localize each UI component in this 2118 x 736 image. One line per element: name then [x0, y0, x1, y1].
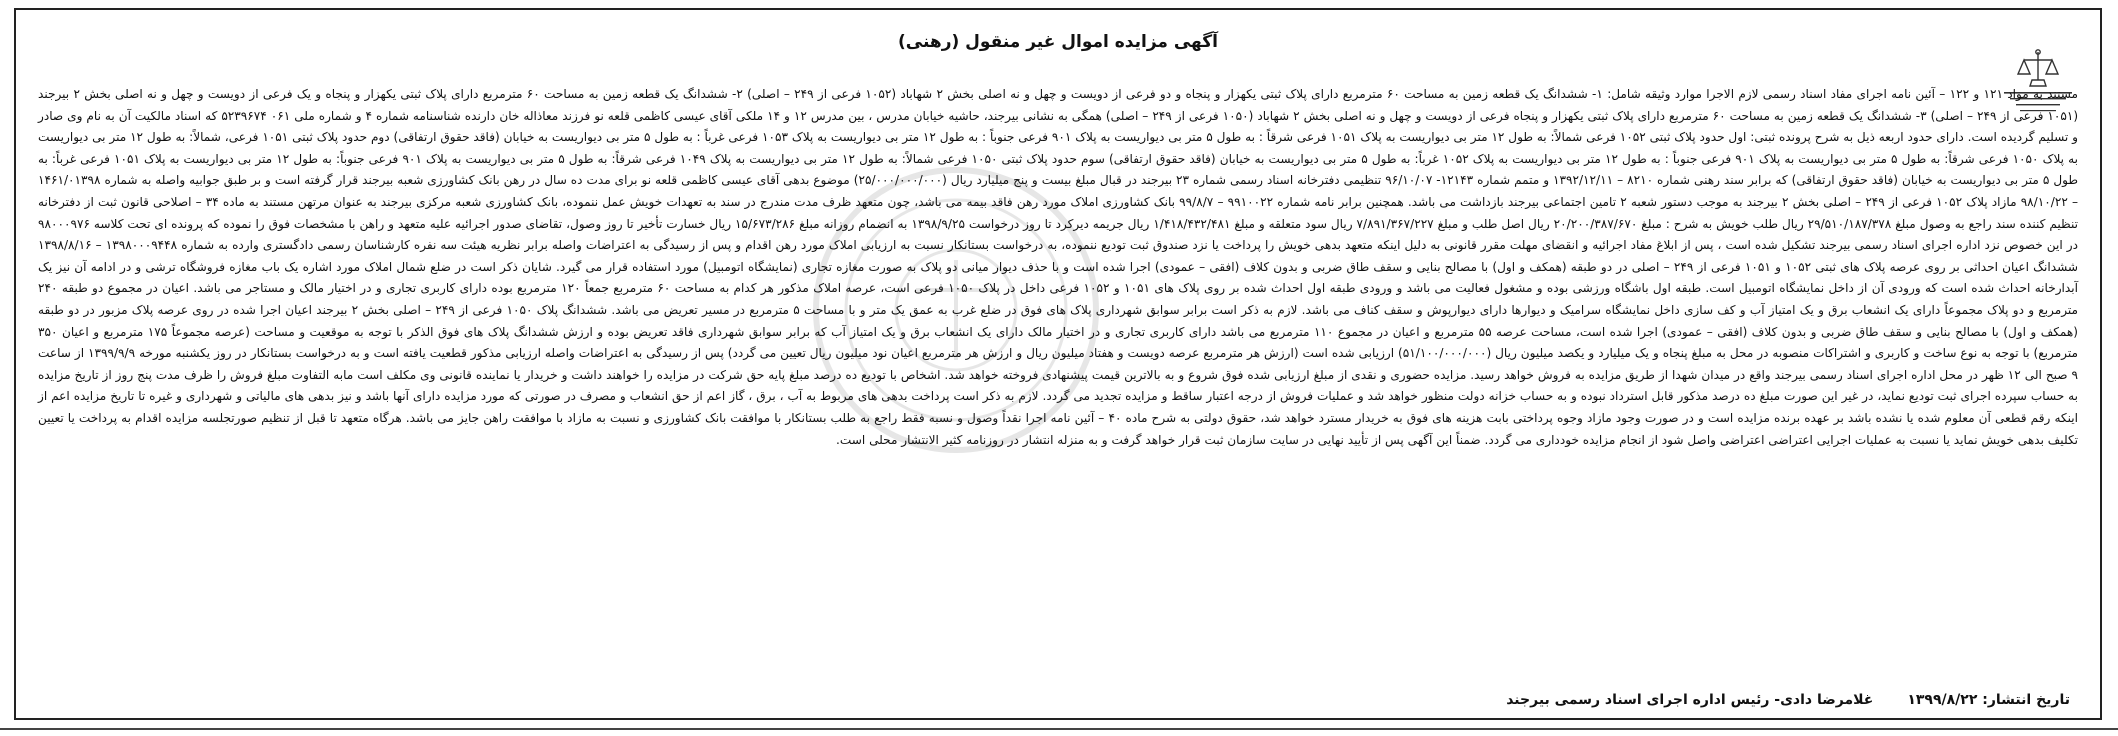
- notice-paragraph: مستند به مواد ۱۲۱ و ۱۲۲ – آئین نامه اجرای مفاد اسناد رسمی لازم الاجرا موارد وثیقه شامل: ۱- ششدانگ یک قطعه زمین به مساحت ۶۰ مترمربع دارای پلاک ثبتی یکهزار و پنجاه و دو فرعی از دویست و چهل و نه اصلی بخش ۲ شهاباد (۱۰۵۲ فرعی از ۲۴۹ – اصلی) ۲- ششدانگ یک قطعه زمین به مساحت ۶۰ مترمربع دارای پلاک ثبتی یکهزار و پنجاه و یک فرعی از دویست و چهل و نه اصلی بخش ۲ بیرجند (۱۰۵۱ فرعی از ۲۴۹ – اصلی) ۳- ششدانگ یک قطعه زمین به مساحت ۶۰ مترمربع دارای پلاک ثبتی یکهزار و پنجاه فرعی از دویست و چهل و نه اصلی بخش ۲ شهاباد (۱۰۵۰ فرعی از ۲۴۹ – اصلی) همگی به نشانی بیرجند، حاشیه خیابان مدرس ، بین مدرس ۱۲ و ۱۴ ملکی آقای عیسی کاظمی قلعه نو فرزند معاذاله خان دارنده شناسنامه شماره ۴ و شماره ملی ۰۶۱ ۵۲۳۹۶۷۴ که اسناد مالکیت آن به نام وی صادر و تسلیم گردیده است. دارای حدود اربعه ذیل به شرح پرونده ثبتی: اول حدود پلاک ثبتی ۱۰۵۲ فرعی شمالاً: به طول ۱۲ متر بی دیواریست به پلاک ۱۰۵۱ فرعی شرقاً : به طول ۵ متر بی دیواریست به پلاک ۹۰۱ فرعی جنوباً : به طول ۱۲ متر بی دیواریست به پلاک ۱۰۵۳ فرعی غرباً : به طول ۵ متر بی دیواریست به خیابان (فاقد حقوق ارتفاقی) دوم حدود پلاک ثبتی ۱۰۵۱ فرعی، شمالاً: به طول ۱۲ متر بی دیواریست به پلاک ۱۰۵۰ فرعی شرقاً: به طول ۵ متر بی دیواریست به پلاک ۹۰۱ فرعی جنوباً : به طول ۱۲ متر بی دیواریست به پلاک ۱۰۵۲ غرباً: به طول ۵ متر بی دیواریست به خیابان (فاقد حقوق ارتفاقی) سوم حدود پلاک ثبتی ۱۰۵۰ فرعی شمالاً: به طول ۱۲ متر بی دیواریست به پلاک ۱۰۴۹ فرعی شرقاً: به طول ۵ متر بی دیواریست به پلاک ۹۰۱ فرعی جنوباً: به طول ۱۲ متر بی دیواریست به پلاک ۱۰۵۱ فرعی غرباً: به طول ۵ متر بی دیواریست به خیابان (فاقد حقوق ارتفاقی) که برابر سند رهنی شماره ۸۲۱۰ – ۱۳۹۲/۱۲/۱۱ و متمم شماره ۱۲۱۴۳- ۹۶/۱۰/۰۷ تنظیمی دفترخانه اسناد رسمی شماره ۲۳ بیرجند در قبال مبلغ بیست و پنج میلیارد ریال (۲۵/۰۰۰/۰۰۰/۰۰۰) موضوع بدهی آقای عیسی کاظمی قلعه نو برای مدت ده سال در رهن بانک کشاورزی شعبه بیرجند قرار گرفته است و بر طبق جوابیه واصله به شماره ۱۴۶۱/۰۱۳۹۸ – ۹۸/۱۰/۲۲ مازاد پلاک ۱۰۵۲ فرعی از ۲۴۹ – اصلی بخش ۲ بیرجند به موجب دستور شعبه ۲ تامین اجتماعی بیرجند بازداشت می باشد. همچنین برابر نامه شماره ۹۹۱۰۰۲۲ – ۹۹/۸/۷ بانک کشاورزی املاک مورد رهن فاقد بیمه می باشد، چون متعهد ظرف مدت مندرج در سند به تعهدات خویش عمل ننموده، بانک کشاورزی شعبه مرکزی بیرجند به عنوان مرتهن مستند به ماده ۳۴ – اصلاحی قانون ثبت از دفترخانه تنظیم کننده سند راجع به وصول مبلغ ۲۹/۵۱۰/۱۸۷/۳۷۸ ریال طلب خویش به شرح : مبلغ ۲۰/۲۰۰/۳۸۷/۶۷۰ ریال اصل طلب و مبلغ ۷/۸۹۱/۳۶۷/۲۲۷ ریال سود متعلقه و مبلغ ۱/۴۱۸/۴۳۲/۴۸۱ ریال جریمه دیرکرد تا روز درخواست ۱۳۹۸/۹/۲۵ به انضمام روزانه مبلغ ۱۵/۶۷۳/۲۸۶ ریال خسارت تأخیر تا روز وصول، تقاضای صدور اجرائیه علیه متعهد و راهن با مشخصات فوق را نموده که پرونده ای تحت کلاسه ۹۸۰۰۰۹۷۶ در این خصوص نزد اداره اجرای اسناد رسمی بیرجند تشکیل شده است ، پس از ابلاغ مفاد اجرائیه و انقضای مهلت مقرر قانونی به دلیل اینکه متعهد بدهی خویش را پرداخت یا نزد صندوق ثبت تودیع ننموده، به درخواست بستانکار نسبت به ارزیابی املاک مورد رهن اقدام و پس از رسیدگی به اعتراضات واصله برابر نظریه هیئت سه نفره کارشناسان رسمی دادگستری وارده به شماره ۱۳۹۸۰۰۰۹۴۴۸ – ۱۳۹۸/۸/۱۶ ششدانگ اعیان احداثی بر روی عرصه پلاک های ثبتی ۱۰۵۲ و ۱۰۵۱ فرعی از ۲۴۹ – اصلی در دو طبقه (همکف و اول) با مصالح بنایی و سقف طاق ضربی و بدون کلاف (افقی – عمودی) اجرا شده است و با حذف دیوار میانی دو پلاک به صورت مغازه تجاری (نمایشگاه اتومبیل) مورد استفاده قرار می گیرد. شایان ذکر است در ضلع شمال املاک مورد اشاره یک باب مغازه فروشگاه ترشی و در ادامه آن نیز یک آبدارخانه احداث شده است که ورودی آن از داخل نمایشگاه اتومبیل است. طبقه اول باشگاه ورزشی بوده و مشغول فعالیت می باشد و ورودی طبقه اول احداث شده بر روی پلاک های ۱۰۵۱ و ۱۰۵۲ فرعی داخل در پلاک ۱۰۵۰ فرعی است، عرصه املاک مذکور هر کدام به مساحت ۶۰ مترمربع جمعاً ۱۲۰ مترمربع بوده دارای کاربری تجاری و در اختیار مالک و مستاجر می باشد. اعیان در مجموع دو طبقه ۲۴۰ مترمربع و دو پلاک مجموعاً دارای یک انشعاب برق و یک امتیاز آب و کف سازی داخل نمایشگاه سرامیک و دیوارها دارای دیوارپوش و سقف کناف می باشد. لازم به ذکر است برابر سوابق شهرداری پلاک های فوق در ضلع غرب به عمق یک متر و با مساحت ۵ مترمربع در مسیر تعریض می باشد. ششدانگ پلاک ۱۰۵۰ فرعی از ۲۴۹ – اصلی بخش ۲ بیرجند اعیان اجرا شده در روی عرصه پلاک مزبور در دو طبقه (همکف و اول) با مصالح بنایی و سقف طاق ضربی و بدون کلاف (افقی – عمودی) اجرا شده است، مساحت عرصه ۵۵ مترمربع و اعیان در مجموع ۱۱۰ مترمربع می باشد دارای کاربری تجاری و در اختیار مالک دارای یک انشعاب برق و یک امتیاز آب که برابر سوابق شهرداری فاقد تعریض بوده و ارزش ششدانگ پلاک های فوق الذکر با توجه به موقعیت و مساحت (عرصه مجموعاً ۱۷۵ مترمربع و اعیان ۳۵۰ مترمربع) با توجه به نوع ساخت و کاربری و اشتراکات منصوبه در محل به مبلغ پنجاه و یک میلیارد و یکصد میلیون ریال (۵۱/۱۰۰/۰۰۰/۰۰۰) ارزیابی شده است (ارزش هر مترمربع عرصه دویست و هفتاد میلیون ریال و ارزش هر مترمربع اعیان نود میلیون ریال تعیین می گردد) پس از رسیدگی به اعتراضات واصله ارزیابی مذکور قطعیت یافته است و به درخواست بستانکار در روز یکشنبه مورخه ۱۳۹۹/۹/۹ از ساعت ۹ صبح الی ۱۲ ظهر در محل اداره اجرای اسناد رسمی بیرجند واقع در میدان شهدا از طریق مزایده به فروش خواهد رسید. مزایده حضوری و نقدی از مبلغ ارزیابی شده فوق شروع و به بالاترین قیمت پیشنهادی فروخته خواهد شد. اشخاص با تودیع ده درصد مبلغ پایه حق شرکت در مزایده را خواهند داشت و خریدار یا نماینده قانونی وی مکلف است مابه التفاوت مبلغ فروش را ظرف مدت پنج روز از تاریخ مزایده به حساب سپرده اجرای ثبت تودیع نماید، در غیر این صورت مبلغ ده درصد مذکور قابل استرداد نبوده و به حساب خزانه دولت منظور خواهد شد و عملیات فروش از درجه اعتبار ساقط و مزایده تجدید می گردد. لازم به ذکر است پرداخت بدهی های مربوط به آب ، برق ، گاز اعم از حق انشعاب و مصرف در صورتی که مورد مزایده دارای آنها باشد و نیز بدهی های مالیاتی و شهرداری و غیره تا تاریخ مزایده اعم از اینکه رقم قطعی آن معلوم شده یا نشده باشد بر عهده برنده مزایده است و در صورت وجود مازاد وجوه پرداختی بابت هزینه های فوق به خریدار مسترد خواهد شد، حقوق دولتی به شرح ماده ۴۰ – آئین نامه اجرا نقداً وصول و نسبه فقط راجع به طلب بستانکار با موافقت بانک کشاورزی و نسبت به مازاد با موافقت راهن جایز می باشد. هرگاه متعهد تا قبل از تنظیم صورتجلسه مزایده اقدام به پرداخت یا تعیین تکلیف بدهی خویش نماید یا نسبت به عملیات اجرایی اعتراضی اعتراضی واصل شود از انجام مزایده خودداری می گردد. ضمناً این آگهی پس از تأیید نهایی در سایت سازمان ثبت قرار خواهد گرفت و به منزله انتشار در روزنامه کثیر الانتشار محلی است.: [38, 87, 2079, 447]
- notice-title: آگهی مزایده اموال غیر منقول (رهنی): [898, 32, 1218, 52]
- notice-body: [38, 84, 2078, 451]
- bottom-divider: [0, 728, 2118, 730]
- publish-date: تاریخ انتشار: ۱۳۹۹/۸/۲۲: [1907, 692, 2070, 708]
- publication-footer: [1506, 692, 2070, 708]
- signatory: غلامرضا دادی- رئیس اداره اجرای اسناد رسمی بیرجند: [1506, 692, 1874, 708]
- notice-frame: [14, 8, 2102, 720]
